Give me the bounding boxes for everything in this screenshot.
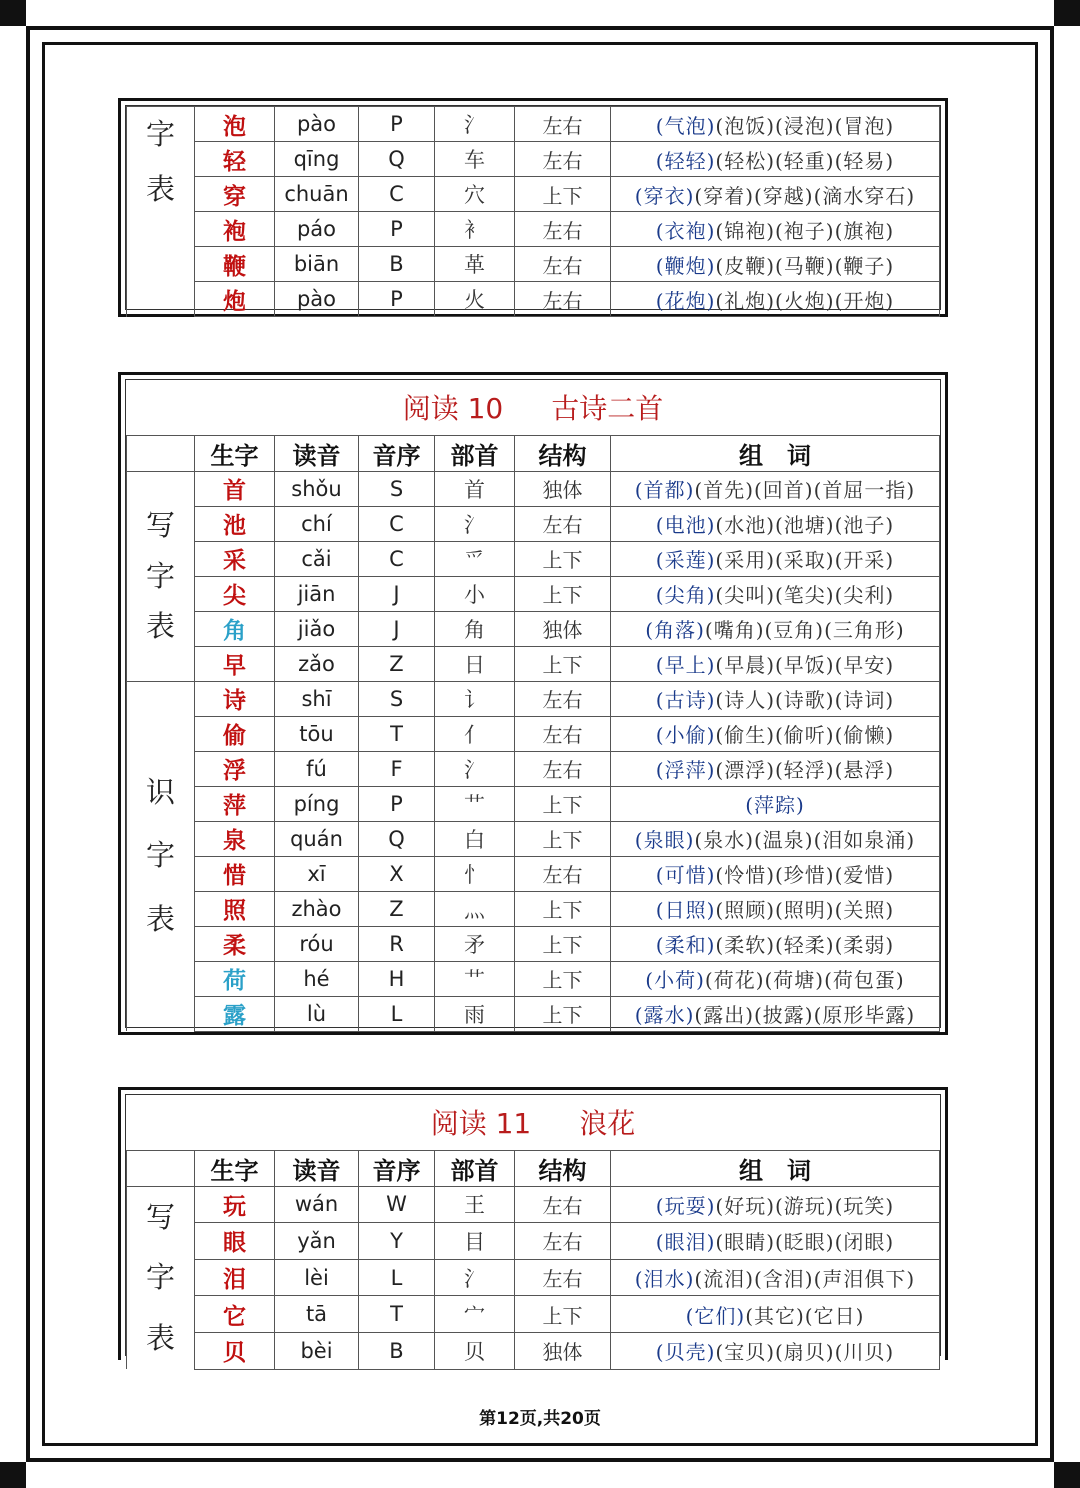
new-character: 照 (195, 891, 275, 926)
other-words: (穿着)(穿越)(滴水穿石) (694, 183, 916, 208)
first-word: (浮萍) (655, 758, 716, 782)
word-list (611, 1186, 940, 1223)
header-index: 音序 (359, 435, 435, 471)
table-row (127, 107, 940, 142)
pinyin: róu (275, 926, 359, 961)
phonetic-index: W (359, 1186, 435, 1223)
new-character: 早 (195, 646, 275, 681)
header-pinyin: 读音 (275, 435, 359, 471)
phonetic-index: B (359, 247, 435, 282)
word-list (611, 1296, 940, 1333)
radical: 雨 (435, 996, 515, 1031)
word-list (611, 1333, 940, 1370)
first-word: (衣袍) (655, 218, 716, 243)
new-character: 贝 (195, 1333, 275, 1370)
table-row (127, 142, 940, 177)
other-words: (尖叫)(笔尖)(尖利) (715, 583, 895, 607)
radical: 衤 (435, 212, 515, 247)
new-character: 鞭 (195, 247, 275, 282)
header-pinyin: 读音 (275, 1150, 359, 1186)
phonetic-index: X (359, 856, 435, 891)
other-words: (流泪)(含泪)(声泪俱下) (694, 1267, 916, 1292)
phonetic-index: Q (359, 821, 435, 856)
first-word: (柔和) (655, 933, 716, 957)
header-char: 生字 (195, 1150, 275, 1186)
phonetic-index: P (359, 282, 435, 317)
table-continued (118, 98, 948, 317)
header-structure: 结构 (515, 435, 611, 471)
vocab-table-3 (126, 1095, 940, 1370)
word-list (611, 576, 940, 611)
pinyin: fú (275, 751, 359, 786)
word-list (611, 247, 940, 282)
phonetic-index: C (359, 541, 435, 576)
new-character: 池 (195, 506, 275, 541)
radical: 亻 (435, 716, 515, 751)
new-character: 荷 (195, 961, 275, 996)
first-word: (首都) (634, 478, 695, 502)
first-word: (采莲) (655, 548, 716, 572)
table-row (127, 716, 940, 751)
new-character: 泡 (195, 107, 275, 142)
other-words: (皮鞭)(马鞭)(鞭子) (715, 253, 895, 278)
first-word: (小偷) (655, 723, 716, 747)
new-character: 露 (195, 996, 275, 1031)
table-row (127, 576, 940, 611)
word-list (611, 891, 940, 926)
radical: 目 (435, 1223, 515, 1260)
first-word: (古诗) (655, 688, 716, 712)
pinyin: qīng (275, 142, 359, 177)
phonetic-index: Z (359, 646, 435, 681)
structure: 独体 (515, 1333, 611, 1370)
phonetic-index: S (359, 471, 435, 506)
radical: 小 (435, 576, 515, 611)
word-list (611, 996, 940, 1031)
first-word: (玩耍) (655, 1193, 716, 1218)
new-character: 首 (195, 471, 275, 506)
structure: 上下 (515, 576, 611, 611)
pinyin: shī (275, 681, 359, 716)
phonetic-index: H (359, 961, 435, 996)
structure: 上下 (515, 646, 611, 681)
table-row (127, 177, 940, 212)
first-word: (泪水) (634, 1267, 695, 1292)
structure: 左右 (515, 1186, 611, 1223)
structure: 左右 (515, 751, 611, 786)
radical: 火 (435, 282, 515, 317)
structure: 左右 (515, 506, 611, 541)
lesson-number: 阅读 11 (430, 1107, 532, 1141)
table-row (127, 821, 940, 856)
word-list (611, 212, 940, 247)
new-character: 柔 (195, 926, 275, 961)
first-word: (穿衣) (634, 183, 695, 208)
phonetic-index: L (359, 1259, 435, 1296)
category-label: 字 表 (127, 107, 195, 317)
structure: 独体 (515, 471, 611, 506)
word-list (611, 1259, 940, 1296)
pinyin: zhào (275, 891, 359, 926)
other-words: (水池)(池塘)(池子) (715, 513, 895, 537)
first-word: (眼泪) (655, 1230, 716, 1255)
word-list (611, 506, 940, 541)
pinyin: píng (275, 786, 359, 821)
radical: 氵 (435, 751, 515, 786)
phonetic-index: C (359, 177, 435, 212)
other-words: (早晨)(早饭)(早安) (715, 653, 895, 677)
header-radical: 部首 (435, 1150, 515, 1186)
new-character: 诗 (195, 681, 275, 716)
new-character: 萍 (195, 786, 275, 821)
category-label: 写 字 表 (127, 471, 195, 681)
pinyin: jiǎo (275, 611, 359, 646)
phonetic-index: J (359, 576, 435, 611)
first-word: (角落) (645, 618, 705, 642)
other-words: (照顾)(照明)(关照) (715, 898, 895, 922)
radical: 首 (435, 471, 515, 506)
structure: 左右 (515, 282, 611, 317)
other-words: (泡饭)(浸泡)(冒泡) (715, 113, 895, 138)
radical: 讠 (435, 681, 515, 716)
first-word: (贝壳) (655, 1340, 716, 1365)
structure: 左右 (515, 142, 611, 177)
pinyin: quán (275, 821, 359, 856)
radical: 穴 (435, 177, 515, 212)
phonetic-index: L (359, 996, 435, 1031)
new-character: 采 (195, 541, 275, 576)
new-character: 偷 (195, 716, 275, 751)
first-word: (电池) (655, 513, 716, 537)
other-words: (露出)(披露)(原形毕露) (694, 1003, 916, 1027)
table-row (127, 282, 940, 317)
lesson-name: 古诗二首 (551, 392, 664, 426)
first-word: (可惜) (655, 863, 716, 887)
structure: 上下 (515, 926, 611, 961)
radical: 爫 (435, 541, 515, 576)
first-word: (小荷) (645, 968, 705, 992)
header-row (127, 1150, 940, 1186)
lesson-name: 浪花 (579, 1107, 636, 1141)
radical: 氵 (435, 107, 515, 142)
other-words: (怜惜)(珍惜)(爱惜) (715, 863, 895, 887)
phonetic-index: P (359, 107, 435, 142)
first-word: (日照) (655, 898, 716, 922)
structure: 上下 (515, 821, 611, 856)
structure: 左右 (515, 212, 611, 247)
phonetic-index: P (359, 212, 435, 247)
table-row (127, 247, 940, 282)
pinyin: tā (275, 1296, 359, 1333)
corner-mark-top-left (0, 0, 26, 26)
pinyin: pào (275, 107, 359, 142)
word-list (611, 282, 940, 317)
other-words: (其它)(它日) (745, 1303, 865, 1328)
lesson-number: 阅读 10 (402, 392, 504, 426)
radical: 忄 (435, 856, 515, 891)
structure: 左右 (515, 1223, 611, 1260)
radical: 灬 (435, 891, 515, 926)
phonetic-index: J (359, 611, 435, 646)
other-words: (宝贝)(扇贝)(川贝) (715, 1340, 895, 1365)
table-row (127, 926, 940, 961)
table-row (127, 751, 940, 786)
new-character: 轻 (195, 142, 275, 177)
pinyin: chí (275, 506, 359, 541)
new-character: 眼 (195, 1223, 275, 1260)
first-word: (尖角) (655, 583, 716, 607)
other-words: (荷花)(荷塘)(荷包蛋) (704, 968, 905, 992)
new-character: 泪 (195, 1259, 275, 1296)
phonetic-index: F (359, 751, 435, 786)
other-words: (好玩)(游玩)(玩笑) (715, 1193, 895, 1218)
header-structure: 结构 (515, 1150, 611, 1186)
title-row (127, 380, 940, 435)
other-words: (采用)(采取)(开采) (715, 548, 895, 572)
pinyin: lù (275, 996, 359, 1031)
first-word: (轻轻) (655, 148, 716, 173)
phonetic-index: T (359, 1296, 435, 1333)
radical: 艹 (435, 786, 515, 821)
other-words: (轻松)(轻重)(轻易) (715, 148, 895, 173)
header-blank (127, 1150, 195, 1186)
word-list (611, 1223, 940, 1260)
radical: 氵 (435, 1259, 515, 1296)
pinyin: xī (275, 856, 359, 891)
pinyin: bèi (275, 1333, 359, 1370)
header-blank (127, 435, 195, 471)
table-row (127, 611, 940, 646)
radical: 车 (435, 142, 515, 177)
table-row (127, 541, 940, 576)
structure: 上下 (515, 541, 611, 576)
word-list (611, 611, 940, 646)
table-row (127, 1223, 940, 1260)
other-words: (锦袍)(袍子)(旗袍) (715, 218, 895, 243)
word-list (611, 646, 940, 681)
structure: 上下 (515, 961, 611, 996)
first-word: (花炮) (655, 288, 716, 313)
pinyin: shǒu (275, 471, 359, 506)
other-words: (首先)(回首)(首屈一指) (694, 478, 916, 502)
table-row (127, 506, 940, 541)
phonetic-index: S (359, 681, 435, 716)
table-row (127, 856, 940, 891)
header-index: 音序 (359, 1150, 435, 1186)
new-character: 角 (195, 611, 275, 646)
first-word: (气泡) (655, 113, 716, 138)
pinyin: cǎi (275, 541, 359, 576)
pinyin: jiān (275, 576, 359, 611)
table-row (127, 646, 940, 681)
word-list (611, 142, 940, 177)
pinyin: hé (275, 961, 359, 996)
radical: 白 (435, 821, 515, 856)
other-words: (柔软)(轻柔)(柔弱) (715, 933, 895, 957)
category-label: 写 字 表 (127, 1186, 195, 1369)
pinyin: lèi (275, 1259, 359, 1296)
structure: 上下 (515, 177, 611, 212)
other-words: (嘴角)(豆角)(三角形) (704, 618, 905, 642)
structure: 左右 (515, 247, 611, 282)
vocab-table-1 (126, 106, 940, 317)
word-list (611, 716, 940, 751)
other-words: (眼睛)(眨眼)(闭眼) (715, 1230, 895, 1255)
other-words: (礼炮)(火炮)(开炮) (715, 288, 895, 313)
radical: 氵 (435, 506, 515, 541)
structure: 左右 (515, 107, 611, 142)
structure: 上下 (515, 996, 611, 1031)
radical: 宀 (435, 1296, 515, 1333)
first-word: (萍踪) (745, 793, 805, 817)
word-list (611, 681, 940, 716)
pinyin: yǎn (275, 1223, 359, 1260)
radical: 王 (435, 1186, 515, 1223)
pinyin: chuān (275, 177, 359, 212)
phonetic-index: B (359, 1333, 435, 1370)
radical: 角 (435, 611, 515, 646)
phonetic-index: Y (359, 1223, 435, 1260)
word-list (611, 177, 940, 212)
table-row (127, 1333, 940, 1370)
phonetic-index: C (359, 506, 435, 541)
word-list (611, 856, 940, 891)
structure: 左右 (515, 1259, 611, 1296)
new-character: 浮 (195, 751, 275, 786)
lesson-title (127, 380, 940, 435)
pinyin: tōu (275, 716, 359, 751)
radical: 贝 (435, 1333, 515, 1370)
table-row (127, 996, 940, 1031)
table-row (127, 471, 940, 506)
category-label: 识 字 表 (127, 681, 195, 1031)
structure: 上下 (515, 1296, 611, 1333)
table-row (127, 786, 940, 821)
new-character: 它 (195, 1296, 275, 1333)
table-row (127, 681, 940, 716)
new-character: 玩 (195, 1186, 275, 1223)
radical: 艹 (435, 961, 515, 996)
phonetic-index: Z (359, 891, 435, 926)
first-word: (露水) (634, 1003, 695, 1027)
word-list (611, 471, 940, 506)
structure: 左右 (515, 716, 611, 751)
first-word: (它们) (685, 1303, 746, 1328)
table-row (127, 1259, 940, 1296)
table-row (127, 891, 940, 926)
table-row (127, 1186, 940, 1223)
new-character: 尖 (195, 576, 275, 611)
other-words: (诗人)(诗歌)(诗词) (715, 688, 895, 712)
header-words: 组 词 (611, 1150, 940, 1186)
new-character: 惜 (195, 856, 275, 891)
pinyin: zǎo (275, 646, 359, 681)
new-character: 泉 (195, 821, 275, 856)
word-list (611, 926, 940, 961)
structure: 上下 (515, 786, 611, 821)
first-word: (泉眼) (634, 828, 695, 852)
word-list (611, 961, 940, 996)
table-lesson-11 (118, 1087, 948, 1367)
vocab-table-2 (126, 380, 940, 1032)
table-row (127, 961, 940, 996)
table-lesson-10 (118, 372, 948, 1035)
structure: 上下 (515, 891, 611, 926)
phonetic-index: P (359, 786, 435, 821)
radical: 矛 (435, 926, 515, 961)
header-row (127, 435, 940, 471)
word-list (611, 786, 940, 821)
corner-mark-top-right (1054, 0, 1080, 26)
first-word: (鞭炮) (655, 253, 716, 278)
structure: 左右 (515, 856, 611, 891)
pinyin: biān (275, 247, 359, 282)
table-row (127, 212, 940, 247)
word-list (611, 821, 940, 856)
new-character: 袍 (195, 212, 275, 247)
corner-mark-bottom-left (0, 1462, 26, 1488)
table-row (127, 1296, 940, 1333)
new-character: 炮 (195, 282, 275, 317)
header-radical: 部首 (435, 435, 515, 471)
title-row (127, 1095, 940, 1150)
radical: 日 (435, 646, 515, 681)
pinyin: pào (275, 282, 359, 317)
word-list (611, 751, 940, 786)
radical: 革 (435, 247, 515, 282)
other-words: (泉水)(温泉)(泪如泉涌) (694, 828, 916, 852)
other-words: (偷生)(偷听)(偷懒) (715, 723, 895, 747)
phonetic-index: R (359, 926, 435, 961)
word-list (611, 541, 940, 576)
other-words: (漂浮)(轻浮)(悬浮) (715, 758, 895, 782)
word-list (611, 107, 940, 142)
pinyin: wán (275, 1186, 359, 1223)
phonetic-index: T (359, 716, 435, 751)
header-words: 组 词 (611, 435, 940, 471)
lesson-title (127, 1095, 940, 1150)
first-word: (早上) (655, 653, 716, 677)
header-char: 生字 (195, 435, 275, 471)
page-number: 第12页,共20页 (479, 1409, 601, 1429)
pinyin: páo (275, 212, 359, 247)
new-character: 穿 (195, 177, 275, 212)
corner-mark-bottom-right (1054, 1462, 1080, 1488)
phonetic-index: Q (359, 142, 435, 177)
structure: 独体 (515, 611, 611, 646)
structure: 左右 (515, 681, 611, 716)
